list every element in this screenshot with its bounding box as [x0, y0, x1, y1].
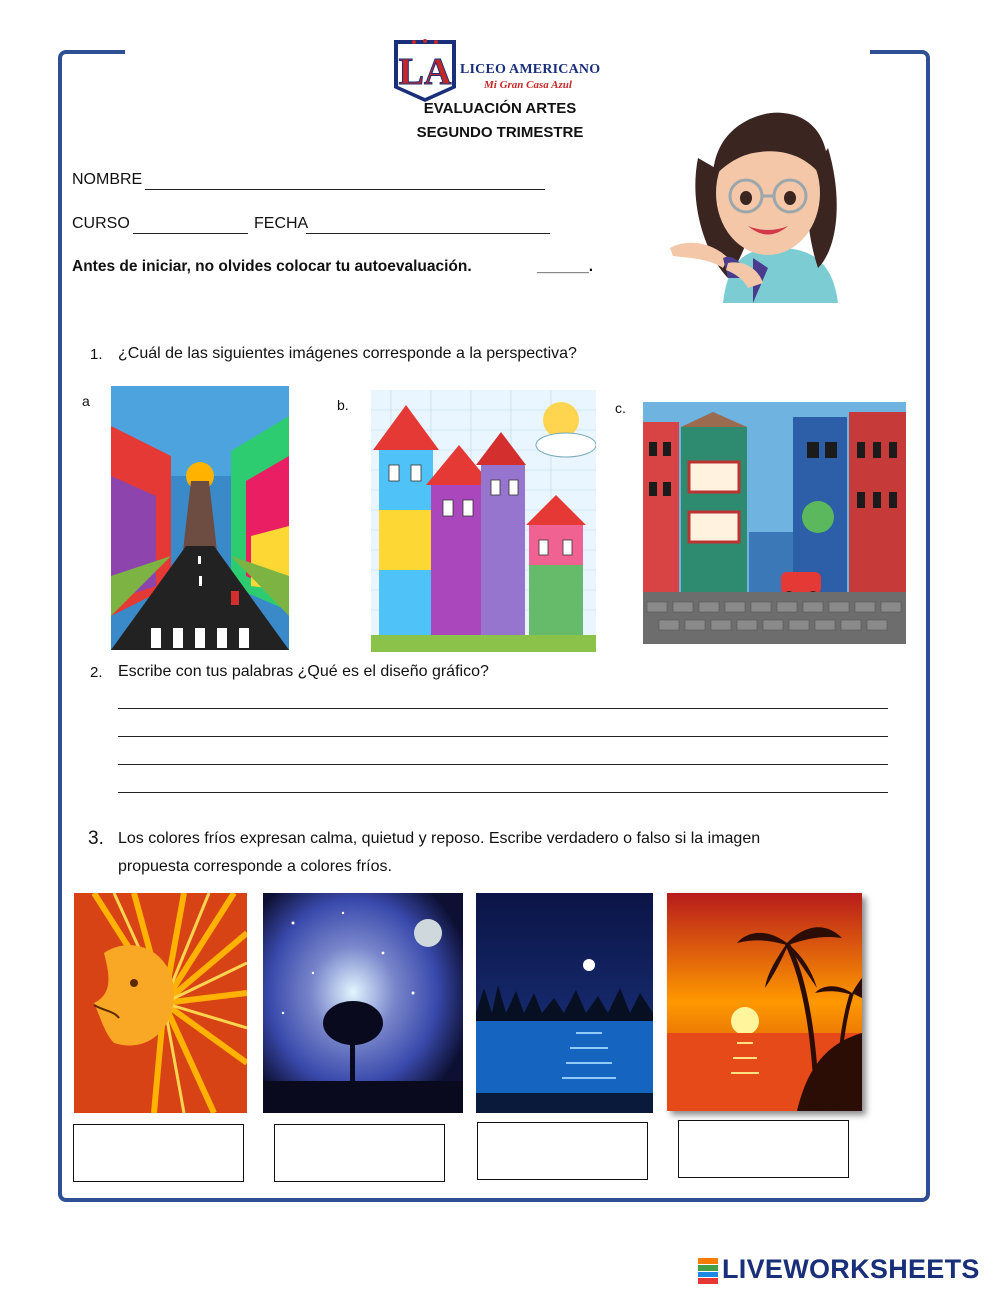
q3-text-line1: Los colores fríos expresan calma, quietud y reposo. Escribe verdadero o falso si la imagen	[118, 830, 761, 847]
q3-text-line2: propuesta corresponde a colores fríos.	[118, 858, 392, 875]
date-input-line[interactable]	[306, 233, 550, 234]
q1-text: ¿Cuál de las siguientes imágenes corresponde a la perspectiva?	[118, 345, 577, 362]
q3-number: 3.	[88, 828, 104, 849]
q3-answer-box-4[interactable]	[678, 1120, 849, 1178]
q1-image-c-street-houses[interactable]	[643, 402, 906, 644]
school-motto: Mi Gran Casa Azul	[484, 79, 572, 91]
q3-image-lion-warm	[74, 893, 247, 1113]
school-name: LICEO AMERICANO	[460, 62, 601, 77]
liveworksheets-badge-icon	[698, 1258, 718, 1284]
teacher-avatar-illustration	[668, 108, 868, 308]
q3-answer-box-3[interactable]	[477, 1122, 648, 1180]
date-label: FECHA	[254, 215, 309, 232]
q2-answer-line-4[interactable]	[118, 792, 888, 793]
name-input-line[interactable]	[145, 189, 545, 190]
q2-answer-line-2[interactable]	[118, 736, 888, 737]
q2-answer-line-3[interactable]	[118, 764, 888, 765]
q1-option-c-label: c.	[615, 400, 626, 416]
course-label: CURSO	[72, 215, 130, 232]
q3-image-galaxy-tree-cold	[263, 893, 463, 1113]
q3-image-sunset-palms-warm	[667, 893, 862, 1111]
q3-answer-box-2[interactable]	[274, 1124, 445, 1182]
self-eval-instruction: Antes de iniciar, no olvides colocar tu autoevaluación.	[72, 258, 472, 275]
q3-image-night-lake-cold	[476, 893, 653, 1113]
course-input-line[interactable]	[133, 233, 248, 234]
footer-brand[interactable]: LIVEWORKSHEETS	[722, 1254, 980, 1284]
q1-number: 1.	[90, 346, 103, 363]
logo-letters: LA	[398, 51, 452, 93]
q3-answer-box-1[interactable]	[73, 1124, 244, 1182]
page-subtitle: SEGUNDO TRIMESTRE	[416, 124, 584, 141]
self-eval-blank[interactable]: ______.	[537, 258, 594, 275]
q1-image-b-flat-houses[interactable]	[371, 390, 596, 652]
q2-answer-line-1[interactable]	[118, 708, 888, 709]
q2-number: 2.	[90, 664, 103, 681]
page-title: EVALUACIÓN ARTES	[423, 100, 577, 117]
q1-image-a-perspective-city[interactable]	[111, 386, 289, 650]
q1-option-a-label: a	[82, 393, 90, 409]
q1-option-b-label: b.	[337, 397, 349, 413]
name-label: NOMBRE	[72, 171, 143, 188]
q2-text: Escribe con tus palabras ¿Qué es el diseño gráfico?	[118, 663, 489, 680]
